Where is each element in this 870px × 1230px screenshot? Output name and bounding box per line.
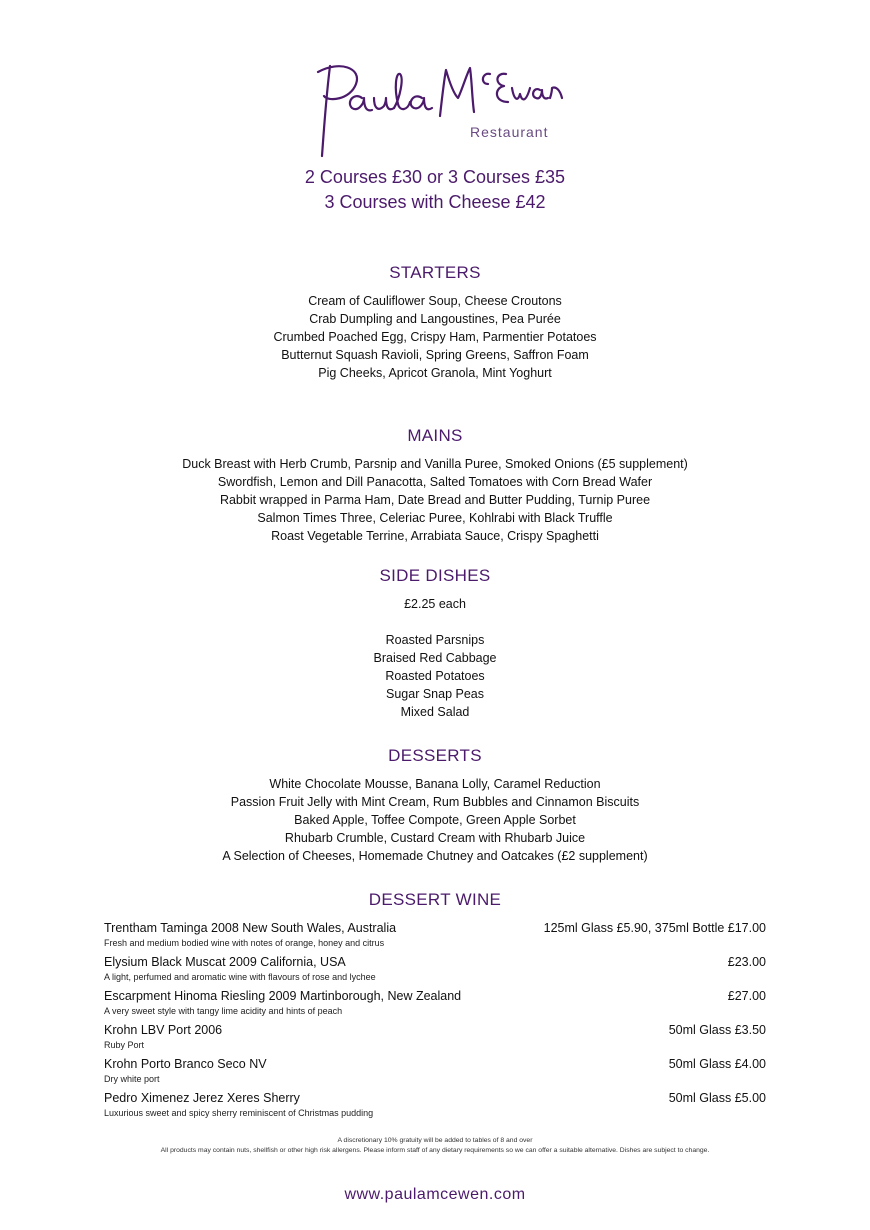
restaurant-logo [300, 58, 570, 158]
wine-row [104, 954, 766, 988]
starter-item: Pig Cheeks, Apricot Granola, Mint Yoghurt [318, 366, 552, 380]
starter-item: Crab Dumpling and Langoustines, Pea Purée [309, 312, 561, 326]
wine-section-heading [0, 890, 870, 919]
wine-description: Luxurious sweet and spicy sherry reminiscent of Christmas pudding [104, 1108, 374, 1118]
wine-price: 50ml Glass £3.50 [668, 1023, 766, 1037]
dessert-item: Passion Fruit Jelly with Mint Cream, Rum Bubbles and Cinnamon Biscuits [230, 795, 640, 809]
wine-name: Escarpment Hinoma Riesling 2009 Martinborough, New Zealand [104, 989, 462, 1003]
starters-title: STARTERS [389, 263, 481, 282]
main-item: Duck Breast with Herb Crumb, Parsnip and Vanilla Puree, Smoked Onions (£5 supplement) [182, 457, 688, 471]
sides-title: SIDE DISHES [379, 566, 491, 585]
wine-description: Dry white port [104, 1074, 160, 1084]
gratuity-note: A discretionary 10% gratuity will be added to tables of 8 and over [337, 1137, 533, 1144]
side-item: Mixed Salad [400, 705, 470, 719]
allergen-note: All products may contain nuts, shellfish or other high risk allergens. Please inform staff of any dietary requirements so we can offer a suitable alternative. Dishes are subject to change. [160, 1147, 710, 1154]
wine-row [104, 1090, 766, 1124]
desserts-section [0, 746, 870, 865]
pricing-header [0, 165, 870, 215]
wine-price: 50ml Glass £5.00 [668, 1091, 766, 1105]
starter-item: Butternut Squash Ravioli, Spring Greens, Saffron Foam [281, 348, 589, 362]
main-item: Swordfish, Lemon and Dill Panacotta, Salted Tomatoes with Corn Bread Wafer [217, 475, 653, 489]
starter-item: Cream of Cauliflower Soup, Cheese Croutons [308, 294, 562, 308]
main-item: Salmon Times Three, Celeriac Puree, Kohlrabi with Black Truffle [257, 511, 613, 525]
pricing-line-2: 3 Courses with Cheese £42 [324, 192, 546, 212]
wine-row [104, 1056, 766, 1090]
wine-price: £23.00 [727, 955, 766, 969]
dessert-item: Baked Apple, Toffee Compote, Green Apple Sorbet [294, 813, 576, 827]
side-item: Sugar Snap Peas [386, 687, 484, 701]
wine-name: Trentham Taminga 2008 New South Wales, Australia [104, 921, 397, 935]
wine-name: Elysium Black Muscat 2009 California, USA [104, 955, 346, 969]
footnotes [0, 1136, 870, 1156]
main-item: Rabbit wrapped in Parma Ham, Date Bread and Butter Pudding, Turnip Puree [219, 493, 651, 507]
logo-subtitle: Restaurant [470, 124, 549, 140]
dessert-item: Rhubarb Crumble, Custard Cream with Rhubarb Juice [284, 831, 586, 845]
desserts-title: DESSERTS [388, 746, 482, 765]
wine-name: Pedro Ximenez Jerez Xeres Sherry [104, 1091, 300, 1105]
wine-row [104, 988, 766, 1022]
dessert-item: A Selection of Cheeses, Homemade Chutney and Oatcakes (£2 supplement) [222, 849, 648, 863]
wine-description: Ruby Port [104, 1040, 145, 1050]
wine-price: 50ml Glass £4.00 [668, 1057, 766, 1071]
starter-item: Crumbed Poached Egg, Crispy Ham, Parmentier Potatoes [273, 330, 597, 344]
wine-description: Fresh and medium bodied wine with notes of orange, honey and citrus [104, 938, 385, 948]
wine-list [104, 920, 766, 1124]
signature-logo-icon [300, 58, 570, 158]
mains-title: MAINS [407, 426, 463, 445]
wine-description: A light, perfumed and aromatic wine with flavours of rose and lychee [104, 972, 376, 982]
starters-section [0, 263, 870, 382]
wine-row [104, 1022, 766, 1056]
wine-name: Krohn LBV Port 2006 [104, 1023, 223, 1037]
dessert-item: White Chocolate Mousse, Banana Lolly, Caramel Reduction [269, 777, 601, 791]
sides-price: £2.25 each [404, 597, 466, 611]
wine-name: Krohn Porto Branco Seco NV [104, 1057, 267, 1071]
mains-section [0, 426, 870, 545]
main-item: Roast Vegetable Terrine, Arrabiata Sauce, Crispy Spaghetti [271, 529, 599, 543]
side-item: Roasted Potatoes [385, 669, 485, 683]
wine-price: £27.00 [727, 989, 766, 1003]
sides-section [0, 566, 870, 721]
pricing-line-1: 2 Courses £30 or 3 Courses £35 [304, 167, 566, 187]
website-link[interactable]: www.paulamcewen.com [344, 1186, 526, 1203]
side-item: Braised Red Cabbage [373, 651, 497, 665]
wine-price: 125ml Glass £5.90, 375ml Bottle £17.00 [543, 921, 766, 935]
wine-title: DESSERT WINE [368, 890, 502, 909]
side-item: Roasted Parsnips [385, 633, 485, 647]
wine-row [104, 920, 766, 954]
wine-description: A very sweet style with tangy lime acidity and hints of peach [104, 1006, 343, 1016]
